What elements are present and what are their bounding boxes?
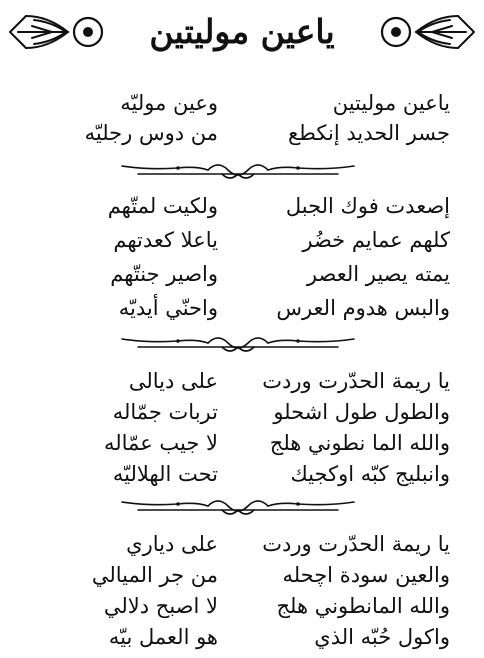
verse-first-hemistich: يمته يصير العصر [306,262,450,286]
divider-ornament-icon [118,156,358,184]
verse [0,293,484,327]
verse-second-hemistich: تحت الهلاليّه [112,462,218,486]
stanza-3 [0,366,484,490]
verse-second-hemistich: على ديالى [128,369,218,393]
verse-first-hemistich: ياعين موليتين [332,91,450,115]
verse [0,118,484,148]
verse [0,225,484,259]
verse [0,366,484,397]
verse [0,560,484,591]
verse [0,459,484,490]
divider-ornament-icon [118,329,358,357]
header [0,8,484,58]
verse-second-hemistich: لا جيب عمّاله [104,431,218,455]
verse-first-hemistich: جسر الحديد إنكطع [287,121,450,145]
verse-first-hemistich: والله الما نطوني هلج [269,431,450,455]
verse [0,88,484,118]
verse-first-hemistich: يا ريمة الحدّرت وردت [262,369,450,393]
stanza-2 [0,191,484,327]
verse [0,428,484,459]
verse-second-hemistich: على دياري [126,532,218,556]
stanza-1 [0,88,484,148]
verse-first-hemistich: واكول حُبّه الذي [314,625,450,649]
verse-first-hemistich: والعين سودة اچحله [282,563,450,587]
verse-second-hemistich: تربات جمّاله [112,400,218,424]
verse-second-hemistich: ولكيت لمتّهم [107,194,218,218]
verse [0,259,484,293]
verse-first-hemistich: كلهم عمايم خضُر [302,228,450,252]
verse-second-hemistich: ياعلا كعدتهم [113,228,218,252]
verse-second-hemistich: لا اصبح دلالي [103,594,218,618]
verse-second-hemistich: واحنّي أيديّه [118,296,218,320]
verse-second-hemistich: هو العمل بيّه [108,625,218,649]
verse-first-hemistich: والله المانطوني هلج [276,594,450,618]
verse-first-hemistich: إصعدت فوك الجبل [285,194,450,218]
right-ornament-icon [378,10,476,56]
divider-ornament-icon [118,492,358,520]
stanza-4 [0,529,484,653]
verse-second-hemistich: واصير جنتّهم [110,262,218,286]
verse [0,622,484,653]
verse-second-hemistich: من دوس رجليّه [84,121,218,145]
verse-second-hemistich: وعين موليّه [120,91,218,115]
verse-first-hemistich: والطول طول اشحلو [273,400,450,424]
verse-first-hemistich: والبس هدوم العرس [276,296,450,320]
verse-second-hemistich: من جر الميالي [91,563,218,587]
verse [0,591,484,622]
poem-title: ياعين موليتين [149,12,335,51]
verse [0,529,484,560]
verse-first-hemistich: وانبليج كبّه اوكجيك [290,462,450,486]
verse-first-hemistich: يا ريمة الحدّرت وردت [262,532,450,556]
left-ornament-icon [8,10,106,56]
verse [0,397,484,428]
verse [0,191,484,225]
